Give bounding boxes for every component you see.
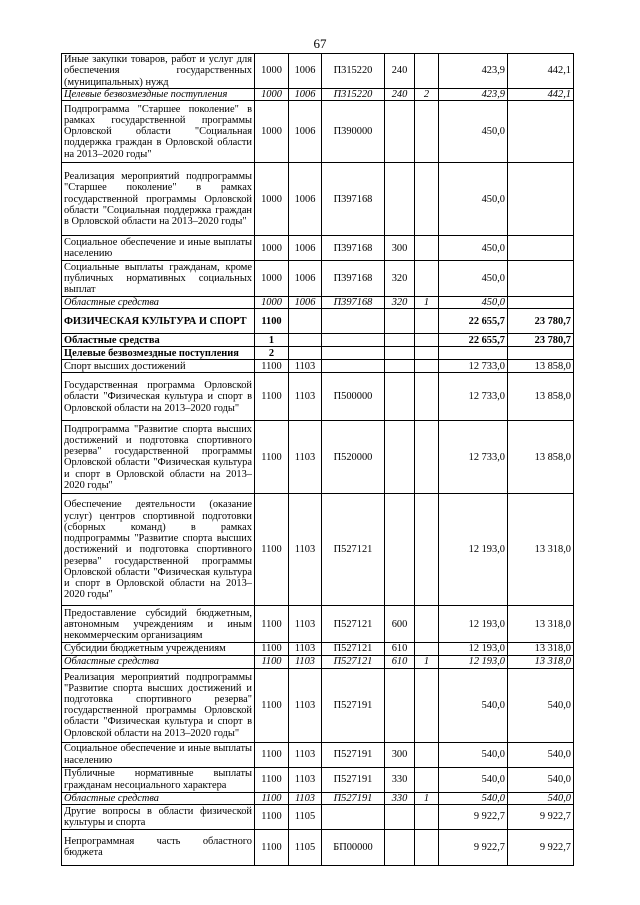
table-row [62, 261, 574, 297]
row-amount-year-1: 450,0 [439, 163, 508, 236]
row-target-item-code: П527191 [322, 767, 385, 792]
table-row [62, 829, 574, 865]
row-amount-year-1: 423,9 [439, 89, 508, 101]
row-section-code: 1100 [255, 829, 289, 865]
row-amount-year-2: 9 922,7 [508, 829, 574, 865]
row-expense-type-code [385, 309, 415, 334]
table-row [62, 494, 574, 606]
row-subsection-code: 1103 [289, 655, 322, 668]
row-target-item-code: П520000 [322, 421, 385, 494]
row-target-item-code: П527191 [322, 742, 385, 767]
row-target-item-code [322, 309, 385, 334]
row-target-item-code: П527121 [322, 643, 385, 655]
row-amount-year-2: 540,0 [508, 742, 574, 767]
table-row [62, 236, 574, 261]
row-expense-type-code: 320 [385, 297, 415, 309]
row-amount-year-2: 13 318,0 [508, 606, 574, 643]
row-target-item-code [322, 804, 385, 829]
row-expense-type-code: 240 [385, 54, 415, 89]
row-target-item-code: П390000 [322, 101, 385, 163]
table-row [62, 360, 574, 373]
row-expense-type-code [385, 494, 415, 606]
row-funding-source-code [415, 742, 439, 767]
row-expense-type-code: 320 [385, 261, 415, 297]
row-amount-year-2 [508, 347, 574, 360]
row-subsection-code [289, 309, 322, 334]
row-amount-year-1: 540,0 [439, 792, 508, 804]
row-section-code: 1100 [255, 767, 289, 792]
row-subsection-code: 1006 [289, 236, 322, 261]
table-row [62, 334, 574, 347]
row-section-code: 2 [255, 347, 289, 360]
row-amount-year-1: 540,0 [439, 767, 508, 792]
row-section-code: 1000 [255, 297, 289, 309]
row-subsection-code: 1006 [289, 297, 322, 309]
row-subsection-code: 1103 [289, 742, 322, 767]
row-target-item-code: П500000 [322, 373, 385, 421]
table-row [62, 804, 574, 829]
row-section-code: 1000 [255, 89, 289, 101]
table-row [62, 309, 574, 334]
row-amount-year-2 [508, 261, 574, 297]
row-subsection-code: 1103 [289, 792, 322, 804]
row-subsection-code: 1105 [289, 804, 322, 829]
row-funding-source-code [415, 668, 439, 742]
row-expense-type-code: 330 [385, 792, 415, 804]
row-expense-type-code: 300 [385, 742, 415, 767]
row-amount-year-2: 442,1 [508, 89, 574, 101]
row-funding-source-code [415, 829, 439, 865]
row-funding-source-code [415, 236, 439, 261]
row-subsection-code: 1006 [289, 101, 322, 163]
row-amount-year-2: 13 318,0 [508, 655, 574, 668]
row-funding-source-code [415, 309, 439, 334]
table-row [62, 655, 574, 668]
row-section-code: 1100 [255, 643, 289, 655]
row-funding-source-code [415, 804, 439, 829]
row-amount-year-1: 9 922,7 [439, 804, 508, 829]
table-row [62, 54, 574, 89]
row-section-code: 1100 [255, 742, 289, 767]
row-section-code: 1100 [255, 792, 289, 804]
row-amount-year-2: 13 858,0 [508, 373, 574, 421]
row-expense-type-code: 330 [385, 767, 415, 792]
row-subsection-code: 1006 [289, 261, 322, 297]
row-section-code: 1100 [255, 373, 289, 421]
row-funding-source-code [415, 494, 439, 606]
row-subsection-code: 1105 [289, 829, 322, 865]
row-funding-source-code: 2 [415, 89, 439, 101]
row-name: Целевые безвозмездные поступления [62, 347, 255, 360]
row-funding-source-code [415, 606, 439, 643]
row-funding-source-code: 1 [415, 792, 439, 804]
row-target-item-code [322, 347, 385, 360]
row-target-item-code [322, 360, 385, 373]
row-target-item-code: П527191 [322, 668, 385, 742]
table-row [62, 89, 574, 101]
row-expense-type-code [385, 360, 415, 373]
row-amount-year-1: 540,0 [439, 668, 508, 742]
row-section-code: 1000 [255, 54, 289, 89]
row-expense-type-code [385, 163, 415, 236]
row-section-code: 1100 [255, 360, 289, 373]
budget-table [61, 53, 574, 866]
row-expense-type-code: 610 [385, 655, 415, 668]
row-funding-source-code: 1 [415, 297, 439, 309]
row-section-code: 1100 [255, 494, 289, 606]
row-name: Социальное обеспечение и иные выплаты населению [62, 236, 255, 261]
row-name: Областные средства [62, 334, 255, 347]
page-number: 67 [313, 36, 327, 51]
row-target-item-code: БП00000 [322, 829, 385, 865]
row-target-item-code: П527121 [322, 606, 385, 643]
row-subsection-code: 1006 [289, 89, 322, 101]
row-section-code: 1100 [255, 668, 289, 742]
row-section-code: 1100 [255, 421, 289, 494]
row-section-code: 1000 [255, 101, 289, 163]
row-expense-type-code [385, 804, 415, 829]
row-section-code: 1000 [255, 163, 289, 236]
row-funding-source-code [415, 767, 439, 792]
row-amount-year-2: 442,1 [508, 54, 574, 89]
row-funding-source-code [415, 334, 439, 347]
row-section-code: 1000 [255, 236, 289, 261]
row-target-item-code: П397168 [322, 236, 385, 261]
row-subsection-code: 1103 [289, 606, 322, 643]
row-amount-year-2: 13 858,0 [508, 421, 574, 494]
table-row [62, 297, 574, 309]
row-subsection-code: 1103 [289, 421, 322, 494]
row-expense-type-code: 600 [385, 606, 415, 643]
row-amount-year-1: 12 193,0 [439, 494, 508, 606]
row-expense-type-code [385, 668, 415, 742]
row-amount-year-2 [508, 297, 574, 309]
row-target-item-code: П397168 [322, 297, 385, 309]
row-funding-source-code [415, 101, 439, 163]
row-expense-type-code [385, 373, 415, 421]
row-name: Подпрограмма "Старшее поколение" в рамках государственной программы Орловской области "Социальная поддержка граждан в Орловской области на 2013–2020 годы" [62, 101, 255, 163]
row-amount-year-1: 22 655,7 [439, 309, 508, 334]
row-amount-year-2: 540,0 [508, 767, 574, 792]
table-row [62, 163, 574, 236]
row-amount-year-2: 540,0 [508, 792, 574, 804]
row-amount-year-2 [508, 101, 574, 163]
table-row [62, 792, 574, 804]
row-subsection-code: 1103 [289, 494, 322, 606]
row-amount-year-1: 450,0 [439, 101, 508, 163]
row-amount-year-1: 12 733,0 [439, 421, 508, 494]
row-funding-source-code [415, 373, 439, 421]
row-funding-source-code [415, 421, 439, 494]
table-row [62, 643, 574, 655]
row-target-item-code: П397168 [322, 261, 385, 297]
row-target-item-code: П527191 [322, 792, 385, 804]
row-name: Обеспечение деятельности (оказание услуг) центров спортивной подготовки (сборных команд) в рамках подпрограммы "Развитие спорта высших достижений и подготовка спортивного резерва" государственной программы Орловской области "Физическая культура и спорт в Орловской области на 2013–2020 годы" [62, 494, 255, 606]
row-section-code: 1100 [255, 606, 289, 643]
row-target-item-code: П527121 [322, 494, 385, 606]
row-name: Иные закупки товаров, работ и услуг для обеспечения государственных (муниципальных) нужд [62, 54, 255, 89]
row-target-item-code: П315220 [322, 89, 385, 101]
row-target-item-code: П315220 [322, 54, 385, 89]
row-subsection-code [289, 334, 322, 347]
row-amount-year-1: 22 655,7 [439, 334, 508, 347]
row-name: Другие вопросы в области физической культуры и спорта [62, 804, 255, 829]
row-name: Областные средства [62, 792, 255, 804]
table-row [62, 606, 574, 643]
row-name: ФИЗИЧЕСКАЯ КУЛЬТУРА И СПОРТ [62, 309, 255, 334]
row-amount-year-1: 450,0 [439, 261, 508, 297]
row-name: Подпрограмма "Развитие спорта высших достижений и подготовка спортивного резерва" государственной программы Орловской области "Физическая культура и спорт в Орловской области на 2013–2020 годы" [62, 421, 255, 494]
row-name: Целевые безвозмездные поступления [62, 89, 255, 101]
row-amount-year-2: 23 780,7 [508, 309, 574, 334]
row-expense-type-code [385, 347, 415, 360]
row-expense-type-code [385, 421, 415, 494]
row-subsection-code: 1103 [289, 360, 322, 373]
row-funding-source-code [415, 347, 439, 360]
row-amount-year-1: 423,9 [439, 54, 508, 89]
row-target-item-code [322, 334, 385, 347]
row-name: Государственная программа Орловской области "Физическая культура и спорт в Орловской области на 2013–2020 годы" [62, 373, 255, 421]
row-funding-source-code [415, 163, 439, 236]
row-subsection-code: 1103 [289, 373, 322, 421]
table-row [62, 373, 574, 421]
row-name: Предоставление субсидий бюджетным, автономным учреждениям и иным некоммерческим организациям [62, 606, 255, 643]
row-expense-type-code: 610 [385, 643, 415, 655]
row-name: Областные средства [62, 297, 255, 309]
row-name: Областные средства [62, 655, 255, 668]
row-expense-type-code [385, 829, 415, 865]
row-amount-year-2: 9 922,7 [508, 804, 574, 829]
row-expense-type-code [385, 101, 415, 163]
row-amount-year-1: 12 193,0 [439, 606, 508, 643]
row-funding-source-code: 1 [415, 655, 439, 668]
row-funding-source-code [415, 643, 439, 655]
row-funding-source-code [415, 261, 439, 297]
row-name: Публичные нормативные выплаты гражданам несоциального характера [62, 767, 255, 792]
row-funding-source-code [415, 54, 439, 89]
row-funding-source-code [415, 360, 439, 373]
row-name: Социальные выплаты гражданам, кроме публичных нормативных социальных выплат [62, 261, 255, 297]
row-amount-year-1 [439, 347, 508, 360]
row-amount-year-1: 12 193,0 [439, 655, 508, 668]
row-subsection-code: 1103 [289, 643, 322, 655]
table-row [62, 742, 574, 767]
row-amount-year-1: 12 193,0 [439, 643, 508, 655]
row-subsection-code: 1006 [289, 163, 322, 236]
row-expense-type-code: 240 [385, 89, 415, 101]
row-section-code: 1000 [255, 261, 289, 297]
row-amount-year-1: 450,0 [439, 297, 508, 309]
table-row [62, 347, 574, 360]
row-amount-year-1: 450,0 [439, 236, 508, 261]
row-name: Непрограммная часть областного бюджета [62, 829, 255, 865]
row-target-item-code: П397168 [322, 163, 385, 236]
row-target-item-code: П527121 [322, 655, 385, 668]
row-section-code: 1100 [255, 309, 289, 334]
row-amount-year-2 [508, 236, 574, 261]
row-subsection-code: 1103 [289, 767, 322, 792]
row-expense-type-code [385, 334, 415, 347]
row-section-code: 1100 [255, 804, 289, 829]
row-amount-year-2: 13 858,0 [508, 360, 574, 373]
row-name: Реализация мероприятий подпрограммы "Старшее поколение" в рамках государственной программы Орловской области "Социальная поддержка граждан в Орловской области на 2013–2020 годы" [62, 163, 255, 236]
row-subsection-code [289, 347, 322, 360]
row-expense-type-code: 300 [385, 236, 415, 261]
row-section-code: 1 [255, 334, 289, 347]
row-amount-year-1: 540,0 [439, 742, 508, 767]
row-amount-year-2: 540,0 [508, 668, 574, 742]
row-name: Социальное обеспечение и иные выплаты населению [62, 742, 255, 767]
row-subsection-code: 1006 [289, 54, 322, 89]
table-row [62, 101, 574, 163]
row-section-code: 1100 [255, 655, 289, 668]
row-name: Спорт высших достижений [62, 360, 255, 373]
row-amount-year-1: 12 733,0 [439, 360, 508, 373]
table-row [62, 421, 574, 494]
row-amount-year-1: 9 922,7 [439, 829, 508, 865]
row-name: Субсидии бюджетным учреждениям [62, 643, 255, 655]
row-amount-year-2: 23 780,7 [508, 334, 574, 347]
row-amount-year-2: 13 318,0 [508, 643, 574, 655]
row-name: Реализация мероприятий подпрограммы "Развитие спорта высших достижений и подготовка спортивного резерва" государственной программы Орловской области "Физическая культура и спорт в Орловской области на 2013–2020 годы" [62, 668, 255, 742]
row-subsection-code: 1103 [289, 668, 322, 742]
row-amount-year-1: 12 733,0 [439, 373, 508, 421]
row-amount-year-2 [508, 163, 574, 236]
table-row [62, 668, 574, 742]
row-amount-year-2: 13 318,0 [508, 494, 574, 606]
table-row [62, 767, 574, 792]
